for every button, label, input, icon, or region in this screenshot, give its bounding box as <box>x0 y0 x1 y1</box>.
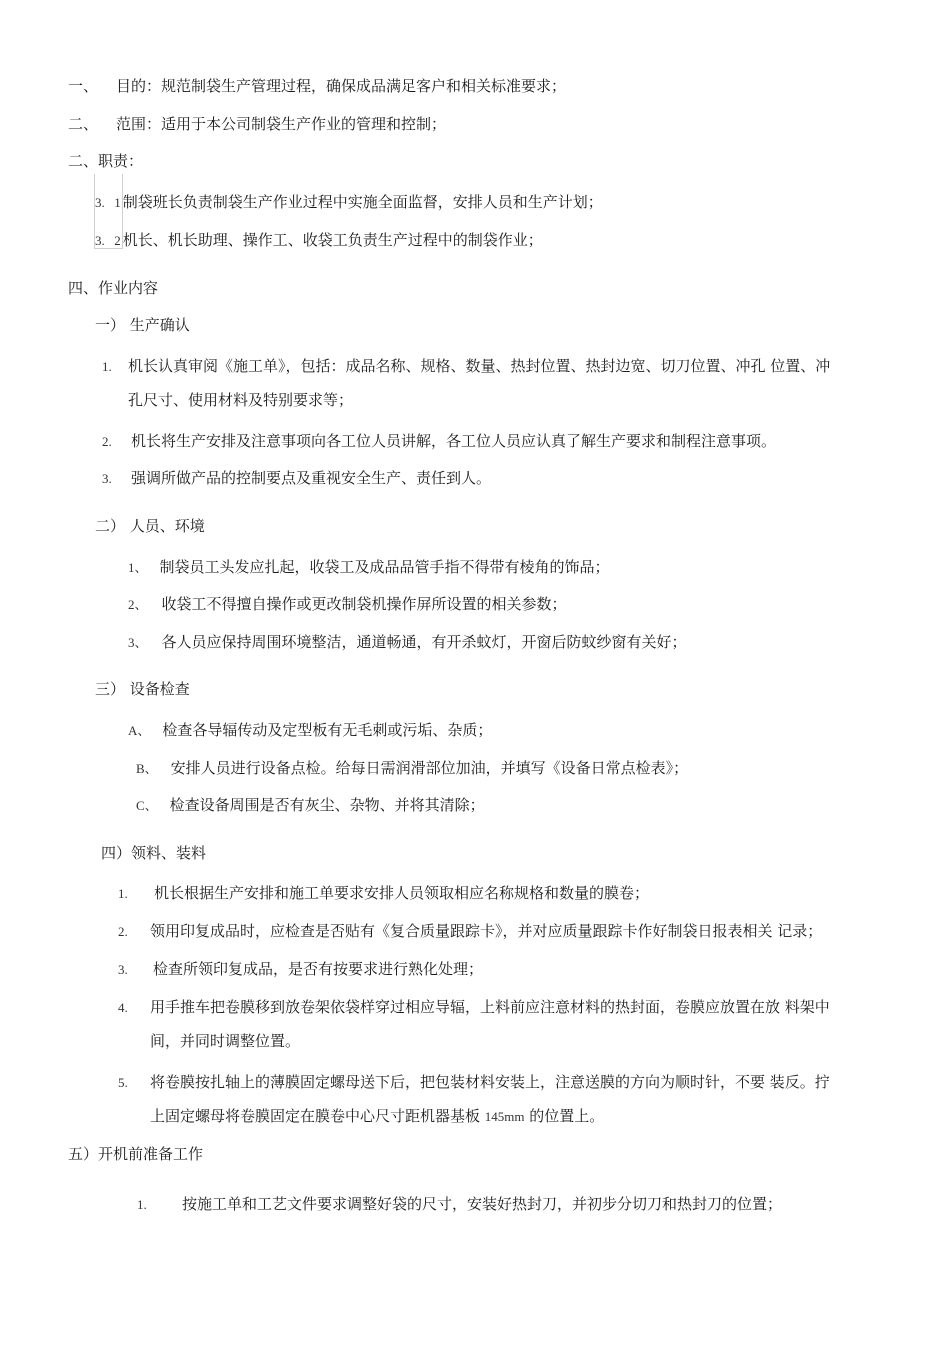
item-number: A、 <box>128 723 151 738</box>
item-sub-number: 2 <box>114 233 121 248</box>
subsection-heading: 一） 生产确认 <box>95 316 190 334</box>
item-number: 2、 <box>128 597 148 612</box>
list-item <box>128 594 567 615</box>
item-number: 3. <box>95 233 105 248</box>
item-number: 3. <box>95 195 105 210</box>
item-text: 强调所做产品的控制要点及重视安全生产、责任到人。 <box>131 469 492 487</box>
item-number: 1. <box>137 1197 147 1212</box>
section-purpose <box>68 76 566 96</box>
item-number: C、 <box>136 798 158 813</box>
item-text: 领用印复成品时，应检查是否贴有《复合质量跟踪卡》，并对应质量跟踪卡作好制袋日报表相关 记录； <box>150 922 823 940</box>
measurement-value: 145mm <box>484 1109 525 1124</box>
item-text: 安排人员进行设备点检。给每日需润滑部位加油，并填写《设备日常点检表》； <box>170 759 689 777</box>
list-item <box>95 192 603 213</box>
list-item <box>136 795 485 816</box>
item-text: 制袋员工头发应扎起，收袋工及成品品管手指不得带有棱角的饰品； <box>159 558 610 576</box>
item-text: 检查各导辐传动及定型板有无毛刺或污垢、杂质； <box>162 721 493 739</box>
item-text: 机长根据生产安排和施工单要求安排人员领取相应名称规格和数量的膜卷； <box>154 884 650 902</box>
section-number: 一、 <box>68 77 99 95</box>
item-number: B、 <box>136 761 158 776</box>
item-text: 按施工单和工艺文件要求调整好袋的尺寸，安装好热封刀，并初步分切刀和热封刀的位置； <box>182 1195 783 1213</box>
list-item <box>95 230 543 251</box>
item-text: 机长将生产安排及注意事项向各工位人员讲解，各工位人员应认真了解生产要求和制程注意事项。 <box>131 432 777 450</box>
text-fragment: 的位置上。 <box>524 1107 605 1125</box>
item-text: 各人员应保持周围环境整洁，通道畅通，有开杀蚊灯，开窗后防蚊纱窗有关好； <box>161 633 687 651</box>
section-prep-heading: 五）开机前准备工作 <box>68 1145 204 1163</box>
item-text-continued <box>150 1106 604 1127</box>
list-item <box>136 758 688 779</box>
item-text: 制袋班长负责制袋生产作业过程中实施全面监督，安排人员和生产计划； <box>122 193 603 211</box>
list-item <box>128 632 687 653</box>
item-text: 检查设备周围是否有灰尘、杂物、并将其清除； <box>169 796 485 814</box>
subsection-heading: 二） 人员、环境 <box>95 517 205 535</box>
subsection-heading: 四）领料、装料 <box>101 844 207 862</box>
item-number: 2. <box>102 434 112 449</box>
item-number: 3. <box>102 471 112 486</box>
item-number: 2. <box>118 924 128 939</box>
item-text-continued: 间，并同时调整位置。 <box>150 1032 301 1050</box>
item-text: 机长、机长助理、操作工、收袋工负责生产过程中的制袋作业； <box>122 231 543 249</box>
item-number: 3、 <box>128 635 148 650</box>
item-text: 将卷膜按扎轴上的薄膜固定螺母送下后，把包装材料安装上，注意送膜的方向为顺时针，不要 装反。拧 <box>150 1073 830 1091</box>
section-work-heading: 四、作业内容 <box>68 279 159 297</box>
subsection-heading: 三） 设备检查 <box>95 680 190 698</box>
item-number: 1、 <box>128 560 148 575</box>
text-fragment: 上固定螺母将卷膜固定在膜卷中心尺寸距机器基板 <box>150 1107 485 1125</box>
item-number: 3. <box>118 962 128 977</box>
item-number: 5. <box>118 1075 128 1090</box>
item-text: 机长认真审阅《施工单》，包括：成品名称、规格、数量、热封位置、热封边宽、切刀位置、冲孔 位置、冲 <box>128 357 831 375</box>
item-text: 收袋工不得擅自操作或更改制袋机操作屏所设置的相关参数； <box>161 595 567 613</box>
section-text: 范围：适用于本公司制袋生产作业的管理和控制； <box>116 115 447 133</box>
section-text: 目的：规范制袋生产管理过程，确保成品满足客户和相关标准要求； <box>116 77 567 95</box>
section-duties-heading: 二、职责： <box>68 152 144 170</box>
list-item <box>128 720 492 741</box>
list-item <box>128 557 610 578</box>
section-number: 二、 <box>68 115 99 133</box>
item-number: 1. <box>118 886 128 901</box>
item-text-continued: 孔尺寸、使用材料及特别要求等； <box>128 391 354 409</box>
item-number: 1. <box>102 359 112 374</box>
item-text: 检查所领印复成品，是否有按要求进行熟化处理； <box>153 960 484 978</box>
item-sub-number: 1 <box>114 195 121 210</box>
item-text: 用手推车把卷膜移到放卷架依袋样穿过相应导辐，上料前应注意材料的热封面，卷膜应放置在放 料架中 <box>150 998 830 1016</box>
item-number: 4. <box>118 1000 128 1015</box>
section-scope <box>68 114 446 134</box>
